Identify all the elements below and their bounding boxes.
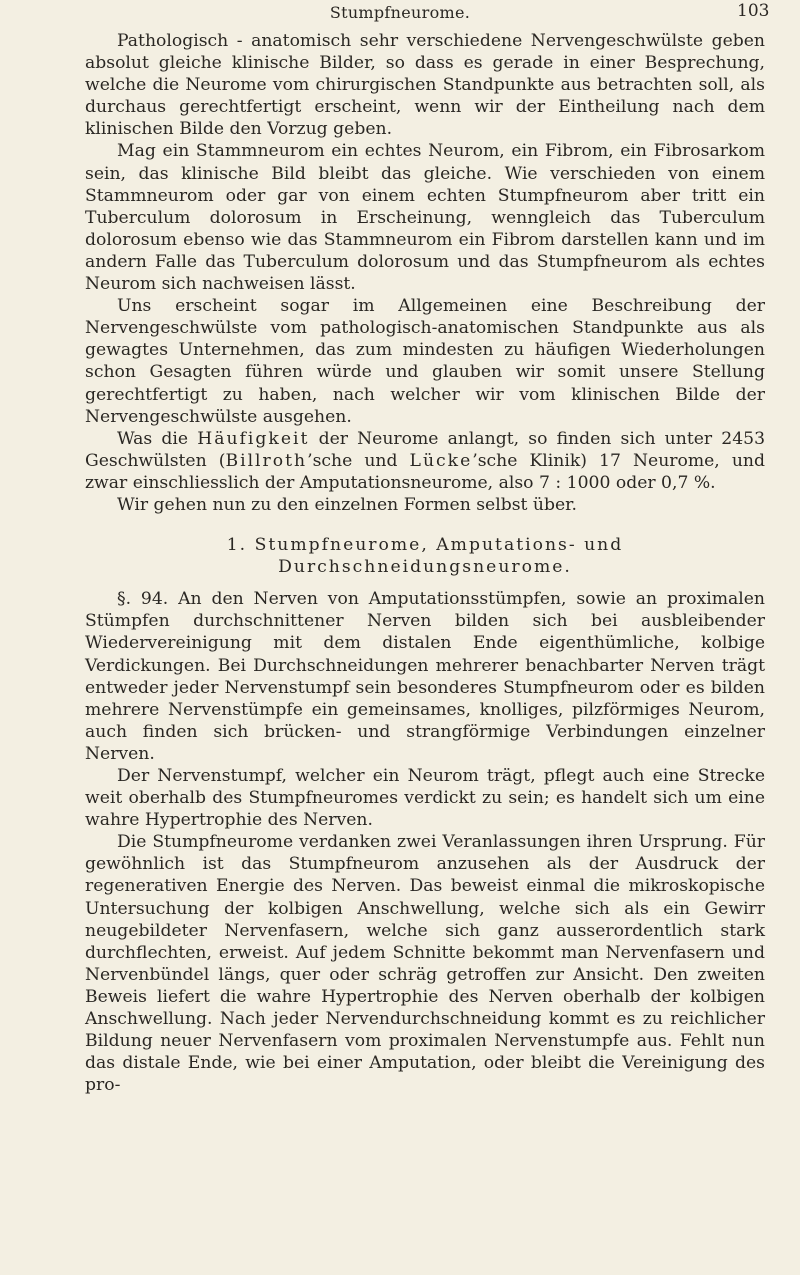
- p4-name-billroth: Billroth: [225, 450, 308, 471]
- p4-name-luecke: Lücke: [409, 450, 473, 471]
- paragraph-2: Mag ein Stammneurom ein echtes Neurom, ein Fibrom, ein Fibrosarkom sein, das klinische Bild bleibt das gleiche. Wie verschieden von einem Stammneurom oder gar von einem echten Stumpfneurom aber tritt ein Tuberculum dolorosum in Erscheinung, wenngleich das Tuberculum dolorosum ebenso wie das Stammneurom ein Fibrom darstellen kann und im andern Falle das Tuberculum dolorosum und das Stumpfneurom als echtes Neurom sich nachweisen lässt.: [85, 141, 765, 295]
- p6-text: An den Nerven von Amputationsstümpfen, sowie an proximalen Stümpfen durchschnittener Nerven bilden sich bei ausbleibender Wiedervereinigung mit dem distalen Ende eigenthümliche, kolbige Verdickungen. Bei Durchschneidungen mehrerer benachbarter Nerven trägt entweder jeder Nervenstumpf sein besonderes Stumpfneurom oder es bilden mehrere Nervenstümpfe ein gemeinsames, knolliges, pilzförmiges Neurom, auch finden sich brücken- und strangförmige Verbindungen einzelner Nerven.: [85, 589, 765, 764]
- p4-mid1: der Neurome anlangt, so finden sich unter 2453 Geschwülsten (: [85, 428, 766, 471]
- paragraph-7: Der Nervenstumpf, welcher ein Neurom trägt, pflegt auch eine Strecke weit oberhalb des Stumpfneuromes verdickt zu sein; es handelt sich um eine wahre Hypertrophie des Nerven.: [85, 766, 765, 831]
- paragraph-8: Die Stumpfneurome verdanken zwei Veranlassungen ihren Ursprung. Für gewöhnlich ist das Stumpfneurom anzusehen als der Ausdruck der regenerativen Energie des Nerven. Das beweist einmal die mikroskopische Untersuchung der kolbigen Anschwellung, welche sich als ein Gewirr neugebildeter Nervenfasern, welche sich ganz ausserordentlich stark durchflechten, erweist. Auf jedem Schnitte bekommt man Nervenfasern und Nervenbündel längs, quer oder schräg getroffen zur Ansicht. Den zweiten Beweis liefert die wahre Hypertrophie des Nerven oberhalb der kolbigen Anschwellung. Nach jeder Nervendurchschneidung kommt es zu reichlicher Bildung neuer Nervenfasern vom proximalen Nervenstumpfe aus. Fehlt nun das distale Ende, wie bei einer Amputation, oder bleibt die Vereinigung des pro-: [85, 832, 765, 1096]
- page-number: 103: [737, 1, 770, 21]
- body-text: [85, 30, 765, 1096]
- paragraph-4: [85, 428, 765, 494]
- running-title: Stumpfneurome.: [329, 3, 471, 22]
- running-head: [0, 0, 800, 30]
- section-heading: 1. Stumpfneurome, Amputations- und Durchschneidungsneurome.: [226, 535, 624, 578]
- section-number: §. 94.: [117, 589, 169, 610]
- p4-term-haeufigkeit: Häufigkeit: [197, 428, 310, 449]
- p4-mid2: ’sche und: [307, 450, 398, 471]
- paragraph-3: Uns erscheint sogar im Allgemeinen eine Beschreibung der Nervengeschwülste vom pathologisch-anatomischen Standpunkte aus als gewagtes Unternehmen, das zum mindesten zu häufigen Wiederholungen schon Gesagten führen würde und glauben wir somit unsere Stellung gerechtfertigt zu haben, nach welcher wir vom klinischen Bilde der Nervengeschwülste ausgehen.: [85, 296, 765, 427]
- paragraph-5: Wir gehen nun zu den einzelnen Formen selbst über.: [117, 494, 577, 515]
- p4-tail: ’sche Klinik) 17 Neurome, und zwar einschliesslich der Amputationsneurome, also 7 : 1000 oder 0,7 %.: [85, 450, 765, 493]
- paragraph-6: [85, 588, 765, 765]
- paragraph-1: Pathologisch - anatomisch sehr verschiedene Nervengeschwülste geben absolut gleiche klinische Bilder, so dass es gerade in einer Besprechung, welche die Neurome vom chirurgischen Standpunkte aus betrachten soll, als durchaus gerechtfertigt erscheint, wenn wir der Eintheilung nach dem klinischen Bilde den Vorzug geben.: [85, 31, 765, 140]
- p4-lead: Was die: [117, 428, 189, 449]
